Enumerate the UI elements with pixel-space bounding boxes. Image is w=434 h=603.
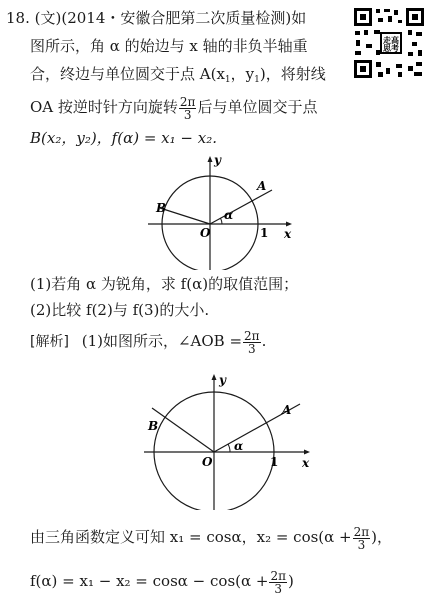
- ray-ob-2: [152, 408, 214, 452]
- sub-1a: 1: [224, 75, 231, 85]
- svg-text:思考: 思考: [383, 43, 399, 53]
- def-a: 由三角函数定义可知 x₁ = cosα，x₂ = cos(α +: [30, 528, 352, 546]
- point-a-label: A: [257, 179, 267, 193]
- line4-a: OA 按逆时针方向旋转: [30, 98, 178, 116]
- origin-label: O: [200, 226, 211, 240]
- frac-num-3: 2π: [353, 524, 370, 539]
- problem-line-3: [30, 64, 326, 90]
- frac-den-3: 3: [357, 537, 366, 552]
- unit-circle-figure-2: [138, 370, 318, 510]
- y-axis-label: y: [214, 153, 221, 167]
- problem-line-2: 图所示，角 α 的始边与 x 轴的非负半轴重: [30, 37, 308, 55]
- sub-1b: 1: [254, 75, 260, 85]
- frac-num-4: 2π: [270, 568, 286, 583]
- solution-f-alpha: [30, 566, 294, 596]
- line3-c: )，将射线: [259, 65, 326, 83]
- x-axis-arrow: [286, 222, 292, 227]
- fraction-def: [353, 526, 371, 551]
- svg-text:走高: 走高: [383, 35, 399, 45]
- problem-line-4: [30, 92, 317, 122]
- problem-line-5: B(x₂，y₂)，f(α) = x₁ − x₂.: [30, 129, 217, 147]
- line3-b: ，y: [230, 65, 255, 83]
- fraction-aob: [243, 330, 261, 355]
- problem-line-1: [6, 8, 306, 28]
- problem-number: 18.: [6, 9, 30, 27]
- f-a: f(α) = x₁ − x₂ = cosα − cos(α +: [30, 572, 269, 590]
- one-label: 1: [260, 226, 269, 240]
- frac-den-4: 3: [274, 581, 283, 596]
- def-b: )，: [371, 528, 393, 546]
- ray-oa: [210, 190, 272, 224]
- qr-code-icon: [352, 6, 426, 80]
- unit-circle-figure-1: [140, 152, 300, 270]
- question-1: (1)若角 α 为锐角，求 f(α)的取值范围；: [30, 275, 299, 293]
- ray-ob: [160, 208, 210, 224]
- point-b-label-2: B: [148, 419, 159, 433]
- frac-den-2: 3: [247, 341, 256, 356]
- angle-label: α: [224, 208, 234, 222]
- x-axis-label-2: x: [302, 456, 310, 470]
- solution-part1: [解析] (1)如图所示，∠AOB = $\frac{2\pi}{3}$ .: [30, 328, 267, 356]
- solution-text: (1)如图所示，∠AOB =: [81, 332, 243, 350]
- point-b-label: B: [156, 201, 167, 215]
- x-axis-arrow-2: [304, 450, 310, 455]
- angle-label-2: α: [234, 439, 244, 453]
- line1-end: 如: [291, 9, 307, 27]
- solution-definition: [30, 522, 392, 552]
- y-axis-arrow: [208, 156, 213, 162]
- line3-a: 合，终边与单位圆交于点 A(x: [30, 65, 225, 83]
- fraction-f: [269, 570, 287, 595]
- solution-tag: [解析]: [30, 334, 69, 350]
- y-axis-label-2: y: [219, 373, 226, 387]
- x-axis-label: x: [284, 227, 292, 241]
- origin-label-2: O: [202, 455, 213, 469]
- angle-arc-2: [228, 444, 230, 452]
- one-label-2: 1: [270, 455, 279, 469]
- frac-num-2: 2π: [244, 328, 260, 343]
- line4-b: 后与单位圆交于点: [197, 98, 318, 116]
- f-b: ): [288, 572, 294, 590]
- problem-source: (文)(2014・安徽合肥第二次质量检测): [34, 9, 292, 27]
- angle-arc: [221, 218, 223, 224]
- y-axis-arrow-2: [212, 374, 217, 380]
- point-a-label-2: A: [282, 403, 292, 417]
- frac-num: 2π: [179, 94, 196, 109]
- fraction-2pi-3: [179, 96, 197, 121]
- question-2: (2)比较 f(2)与 f(3)的大小.: [30, 301, 210, 319]
- frac-den: 3: [183, 107, 192, 122]
